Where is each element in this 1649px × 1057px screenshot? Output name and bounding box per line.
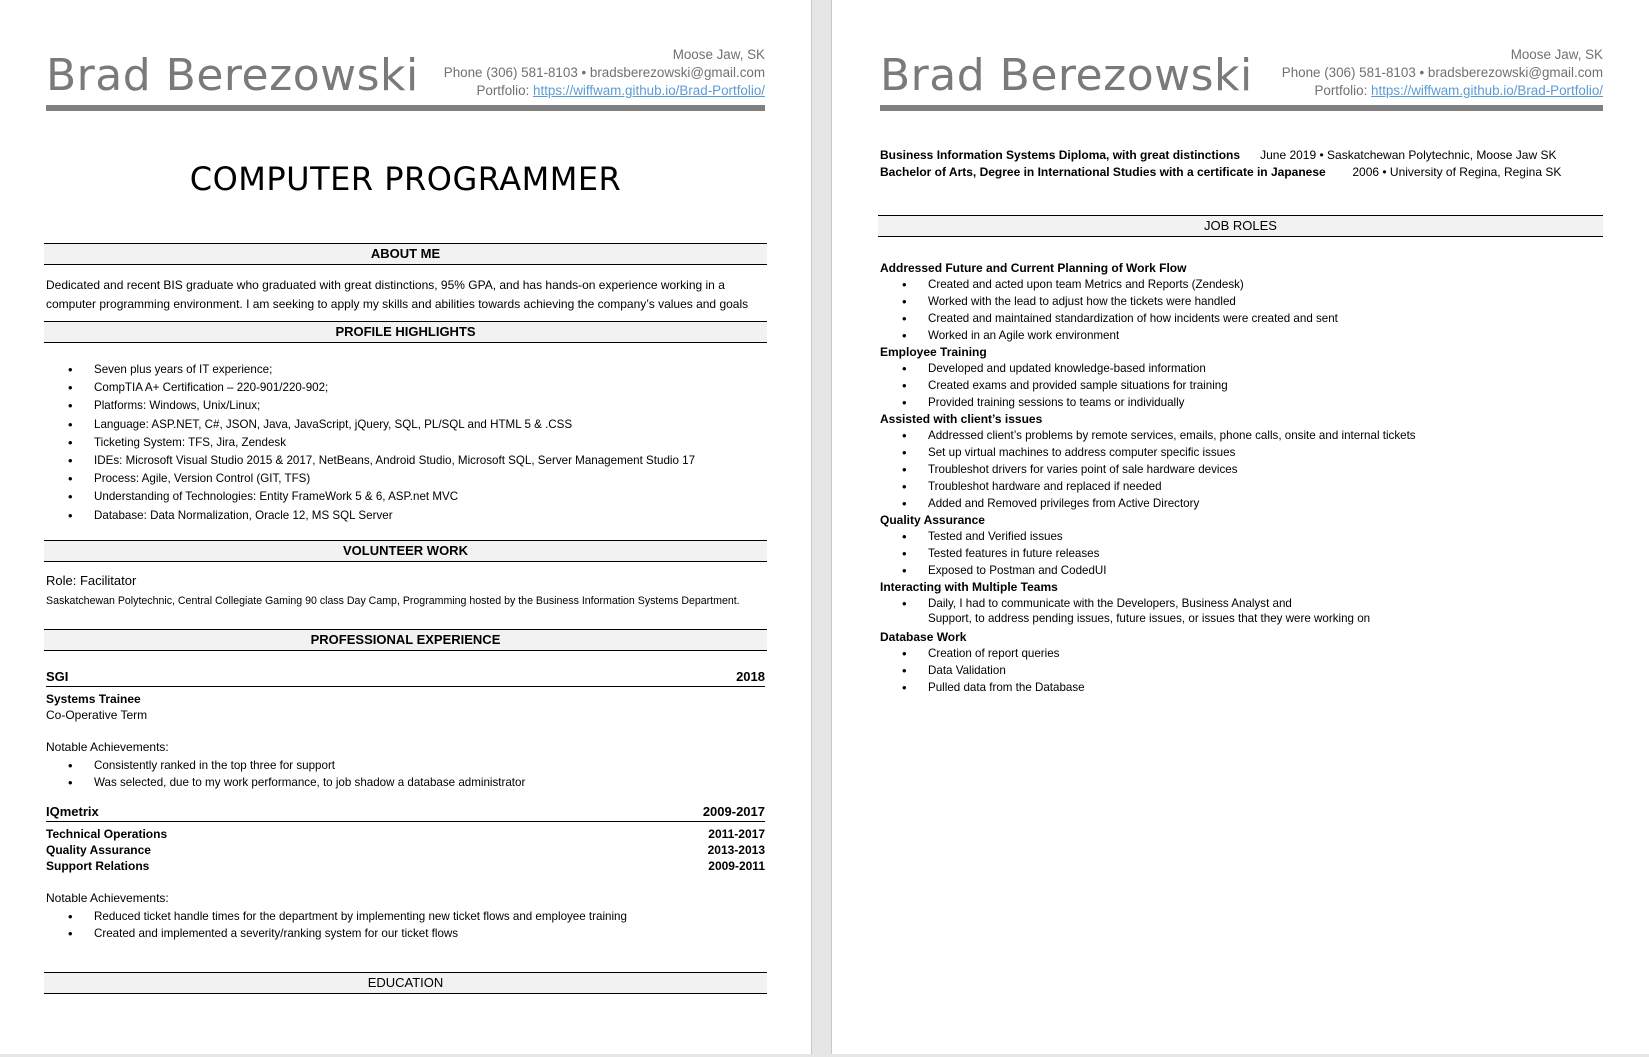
- list-item: • Created and acted upon team Metrics and Reports (Zendesk): [880, 276, 1603, 293]
- about-text: [46, 276, 765, 313]
- list-item: • IDEs: Microsoft Visual Studio 2015 & 2017, NetBeans, Android Studio, Microsoft SQL, Server Management Studio 17: [46, 452, 765, 470]
- role-years: 2013-2013: [707, 843, 765, 857]
- list-item: • Database: Data Normalization, Oracle 12, MS SQL Server: [46, 507, 765, 525]
- about-line: computer programming environment. I am seeking to apply my skills and abilities towards achieving the company’s values and goals: [46, 296, 749, 311]
- resume-page-1: [0, 0, 812, 1054]
- role-list: [880, 645, 1603, 696]
- list-item: • Created and implemented a severity/ranking system for our ticket flows: [46, 925, 765, 942]
- portfolio-label: Portfolio:: [476, 83, 534, 98]
- notable-achievements-label: Notable Achievements:: [46, 891, 169, 905]
- section-profile-highlights: PROFILE HIGHLIGHTS: [44, 321, 767, 343]
- company-iqmetrix: [46, 802, 765, 822]
- list-item: • Tested features in future releases: [880, 545, 1603, 562]
- company-year: 2009-2017: [702, 804, 765, 819]
- company-year: 2018: [736, 669, 765, 684]
- education-detail: June 2019 • Saskatchewan Polytechnic, Moose Jaw SK: [1260, 148, 1557, 162]
- list-item: • Worked with the lead to adjust how the tickets were handled: [880, 293, 1603, 310]
- resume-page-2: [831, 0, 1649, 1054]
- list-item: • Provided training sessions to teams or individually: [880, 394, 1603, 411]
- list-item: • CompTIA A+ Certification – 220-901/220-902;: [46, 379, 765, 397]
- role-category: Addressed Future and Current Planning of Work Flow: [880, 261, 1187, 275]
- list-item: • Set up virtual machines to address computer specific issues: [880, 444, 1603, 461]
- highlights-list: [46, 361, 765, 525]
- volunteer-description: Saskatchewan Polytechnic, Central Collegiate Gaming 90 class Day Camp, Programming hosted by the Business Information Systems Department.: [46, 595, 740, 607]
- role-years: 2011-2017: [708, 827, 765, 841]
- list-item: • Language: ASP.NET, C#, JSON, Java, JavaScript, jQuery, SQL, PL/SQL and HTML 5 & .CSS: [46, 416, 765, 434]
- portfolio-link[interactable]: https://wiffwam.github.io/Brad-Portfolio/: [1371, 83, 1603, 98]
- education-entry: [880, 165, 1603, 179]
- position-title: Systems Trainee: [46, 692, 141, 706]
- contact-block: [444, 46, 765, 100]
- list-item: • Platforms: Windows, Unix/Linux;: [46, 397, 765, 415]
- role-category: Employee Training: [880, 345, 987, 359]
- education-detail: 2006 • University of Regina, Regina SK: [1352, 165, 1562, 179]
- list-item: • Addressed client’s problems by remote services, emails, phone calls, onsite and internal tickets: [880, 427, 1603, 444]
- position-term: Co-Operative Term: [46, 708, 148, 722]
- portfolio-link[interactable]: https://wiffwam.github.io/Brad-Portfolio/: [533, 83, 765, 98]
- role-list: [880, 276, 1603, 344]
- education-degree: Bachelor of Arts, Degree in International Studies with a certificate in Japanese: [880, 165, 1326, 179]
- resume-name: Brad Berezowski: [46, 50, 419, 101]
- list-item: • Exposed to Postman and CodedUI: [880, 562, 1603, 579]
- contact-block: [1282, 46, 1603, 100]
- section-professional-experience: PROFESSIONAL EXPERIENCE: [44, 629, 767, 651]
- list-item: • Consistently ranked in the top three for support: [46, 757, 765, 774]
- section-about-me: ABOUT ME: [44, 243, 767, 265]
- list-item: • Seven plus years of IT experience;: [46, 361, 765, 379]
- company-name: IQmetrix: [46, 804, 99, 819]
- role-row: [46, 843, 765, 857]
- list-item: • Creation of report queries: [880, 645, 1603, 662]
- header-rule: [46, 105, 765, 111]
- role-row: [46, 827, 765, 841]
- role-row: [46, 859, 765, 873]
- phone-email: Phone (306) 581-8103 • bradsberezowski@gmail.com: [1281, 65, 1603, 80]
- list-item-continuation: Support, to address pending issues, future issues, or issues that they were working on: [928, 612, 1371, 625]
- role-list: [880, 360, 1603, 411]
- list-item: • Process: Agile, Version Control (GIT, TFS): [46, 470, 765, 488]
- list-item: • Added and Removed privileges from Active Directory: [880, 495, 1603, 512]
- portfolio-label: Portfolio:: [1314, 83, 1372, 98]
- list-item: • Daily, I had to communicate with the Developers, Business Analyst and: [880, 595, 1603, 612]
- role-title: Support Relations: [46, 859, 150, 873]
- list-item: • Tested and Verified issues: [880, 528, 1603, 545]
- section-volunteer-work: VOLUNTEER WORK: [44, 540, 767, 562]
- list-item: • Ticketing System: TFS, Jira, Zendesk: [46, 434, 765, 452]
- list-item: • Data Validation: [880, 662, 1603, 679]
- education-entry: [880, 148, 1603, 162]
- list-item: • Troubleshot hardware and replaced if needed: [880, 478, 1603, 495]
- role-list: [880, 528, 1603, 579]
- list-item: • Understanding of Technologies: Entity FrameWork 5 & 6, ASP.net MVC: [46, 488, 765, 506]
- header-rule: [880, 105, 1603, 111]
- list-item: • Pulled data from the Database: [880, 679, 1603, 696]
- role-years: 2009-2011: [708, 859, 765, 873]
- section-job-roles: JOB ROLES: [878, 215, 1603, 237]
- role-list: [880, 427, 1603, 512]
- list-item: • Worked in an Agile work environment: [880, 327, 1603, 344]
- location: Moose Jaw, SK: [672, 47, 765, 62]
- role-list: [880, 595, 1603, 612]
- list-item: • Reduced ticket handle times for the department by implementing new ticket flows and employee training: [46, 908, 765, 925]
- list-item: • Troubleshot drivers for varies point of sale hardware devices: [880, 461, 1603, 478]
- sgi-achievements: [46, 757, 765, 791]
- location: Moose Jaw, SK: [1510, 47, 1603, 62]
- education-degree: Business Information Systems Diploma, with great distinctions: [880, 148, 1241, 162]
- portfolio-line: [1282, 82, 1603, 100]
- role-category: Interacting with Multiple Teams: [880, 580, 1058, 594]
- company-name: SGI: [46, 669, 69, 684]
- list-item: • Created and maintained standardization of how incidents were created and sent: [880, 310, 1603, 327]
- list-item: • Was selected, due to my work performance, to job shadow a database administrator: [46, 774, 765, 791]
- role-category: Database Work: [880, 630, 967, 644]
- volunteer-role: Role: Facilitator: [46, 573, 137, 588]
- portfolio-line: [444, 82, 765, 100]
- notable-achievements-label: Notable Achievements:: [46, 740, 169, 754]
- role-category: Quality Assurance: [880, 513, 985, 527]
- company-sgi: [46, 667, 765, 687]
- list-item: • Created exams and provided sample situations for training: [880, 377, 1603, 394]
- about-line: Dedicated and recent BIS graduate who graduated with great distinctions, 95% GPA, and has hands-on experience working in a: [46, 278, 725, 292]
- list-item: • Developed and updated knowledge-based information: [880, 360, 1603, 377]
- role-title: Technical Operations: [46, 827, 168, 841]
- section-education: EDUCATION: [44, 972, 767, 994]
- job-title: COMPUTER PROGRAMMER: [189, 160, 622, 198]
- role-title: Quality Assurance: [46, 843, 151, 857]
- role-category: Assisted with client’s issues: [880, 412, 1043, 426]
- resume-name: Brad Berezowski: [880, 50, 1253, 101]
- phone-email: Phone (306) 581-8103 • bradsberezowski@gmail.com: [443, 65, 765, 80]
- iq-achievements: [46, 908, 765, 942]
